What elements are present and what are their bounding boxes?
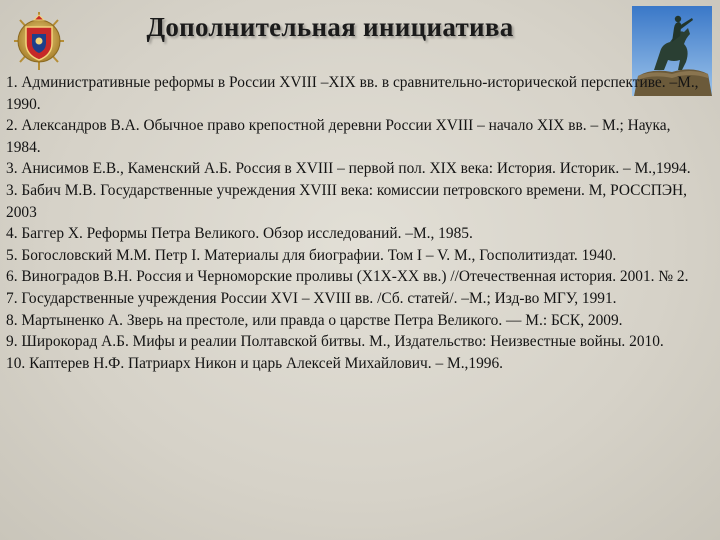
academy-emblem-icon — [12, 10, 66, 72]
page-title: Дополнительная инициатива — [146, 12, 514, 42]
list-item: 10. Каптерев Н.Ф. Патриарх Никон и царь Алексей Михайлович. – М.,1996. — [6, 354, 504, 372]
list-item: 7. Государственные учреждения России XVI – XVIII вв. /Сб. статей/. –М.; Изд-во МГУ, 1991. — [6, 289, 617, 307]
list-item: 4. Баггер Х. Реформы Петра Великого. Обзор исследований. –М., 1985. — [6, 225, 473, 243]
bibliography-list — [6, 72, 702, 374]
list-item: 2. Александров В.А. Обычное право крепостной деревни России XVIII – начало XIX вв. – М.; Наука, 1984. — [6, 117, 671, 156]
list-item: 3. Бабич М.В. Государственные учреждения XVIII века: комиссии петровского времени. М, РОССПЭН, 2003 — [6, 181, 687, 221]
list-item: 1. Административные реформы в России XVIII –XIX вв. в сравнительно-исторической перспективе. –М., 1990. — [6, 74, 699, 113]
list-item: 6. Виноградов В.Н. Россия и Черноморские проливы (X1X-XX вв.) //Отечественная история. 2001. № 2. — [6, 268, 689, 286]
list-item: 8. Мартыненко А. Зверь на престоле, или правда о царстве Петра Великого. — М.: БСК, 2009. — [6, 311, 623, 329]
list-item: 9. Широкорад А.Б. Мифы и реалии Полтавской битвы. М., Издательство: Неизвестные войны. 2010. — [6, 333, 664, 351]
list-item: 3. Анисимов Е.В., Каменский А.Б. Россия в XVIII – первой пол. XIX века: История. Историк. – М.,1994. — [6, 160, 691, 178]
list-item: 5. Богословский М.М. Петр I. Материалы для биографии. Том I – V. М., Госполитиздат. 1940. — [6, 246, 617, 264]
